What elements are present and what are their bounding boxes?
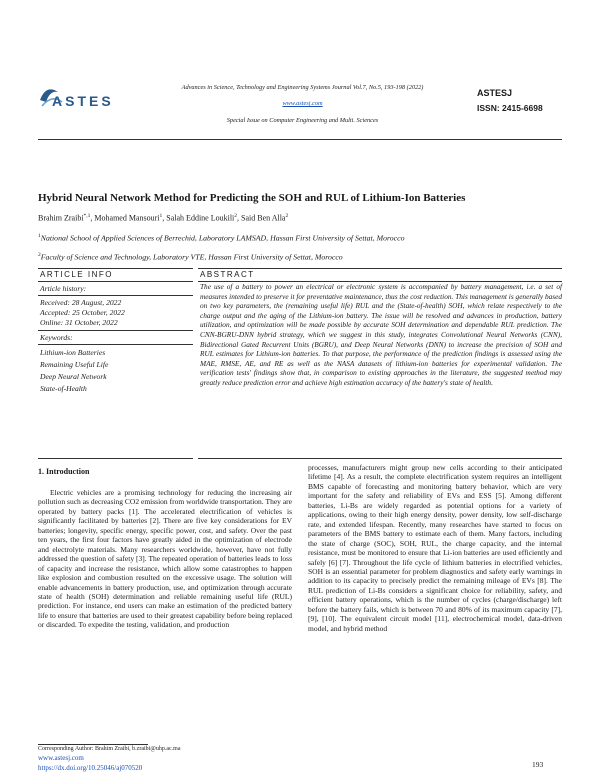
author-4-sup: 2 xyxy=(285,213,289,219)
abstract-bottom-rule xyxy=(198,458,562,459)
accepted-date: Accepted: 25 October, 2022 xyxy=(40,308,125,317)
article-info-top-rule xyxy=(38,268,193,269)
intro-left-column xyxy=(38,488,292,630)
paper-title: Hybrid Neural Network Method for Predicting the SOH and RUL of Lithium-Ion Batteries xyxy=(38,192,466,204)
affiliation-2-text: Faculty of Science and Technology, Laboratory VTE, Hassan First University of Settat, Morocco xyxy=(40,252,343,262)
author-3: Salah Eddine Loukili xyxy=(166,213,235,223)
author-1: Brahim Zraibi xyxy=(38,213,84,223)
affiliation-2 xyxy=(38,252,578,262)
intro-right-paragraph: processes, manufacturers might group new cells according to their anticipated lifetime [4]. As a result, the complete electrification system requires an intelligent BMS capable of forecasting and monitoring battery behavior, which are very important for the safety and reliability of EVs and ESS [5]. Among different batteries, Li-Bs are widely regarded as potential options for a variety of applications, owing to their high energy density, power density, low self-discharge rate, and extended lifespan. Recently, many researches have started to focus on parameters of the BMS battery to estimate each of them. Many factors, including the state of charge (SOC), SOH, RUL, the charge capacity, and the internal resistance, must be monitored to ensure that Li-ion batteries are used efficiently and safely [6] [7]. Throughout the life cycle of lithium batteries in electrified vehicles, SOH is an essential parameter for problem diagnostics and safety early warnings in addition to its capacity to precisely predict the remaining mileage of EVs [8]. The RUL prediction of Li-Bs considers a significant choice for reliability, safety, and efficient battery operations, which is the number of cycles (charge/discharge) left before the battery fails, which is between 70 and 80% of its maximum capacity [7], [9], [10]. The equivalent circuit model [11], electrochemical model, data-driven model, and hybrid method xyxy=(308,463,562,633)
corresponding-author: Corresponding Author: Brahim Zraibi, b.zraibi@uhp.ac.ma xyxy=(38,746,181,752)
affiliation-2-sup: 2 xyxy=(38,252,41,258)
journal-url-link[interactable]: www.astesj.com xyxy=(282,100,323,107)
abstract-heading: ABSTRACT xyxy=(200,270,255,279)
author-2: Mohamed Mansouri xyxy=(94,213,160,223)
received-date: Received: 28 August, 2022 xyxy=(40,298,122,307)
author-list: Brahim Zraibi$^{*,1}$, Mohamed Mansouri$^1$, Salah Eddine Loukili$^2$, Said Ben Alla$^2$ xyxy=(38,213,289,223)
article-info-bottom-rule xyxy=(38,458,193,459)
keyword-item: Deep Neural Network xyxy=(40,372,107,381)
keyword-item: Remaining Useful Life xyxy=(40,360,109,369)
issn: ISSN: 2415-6698 xyxy=(477,103,543,113)
history-rule xyxy=(38,295,193,296)
article-info-heading: ARTICLE INFO xyxy=(40,270,113,279)
keywords-label: Keywords: xyxy=(40,333,73,342)
intro-right-column xyxy=(308,463,562,633)
abstract-top-rule xyxy=(198,268,562,269)
article-info-rule xyxy=(38,281,193,282)
intro-left-paragraph: Electric vehicles are a promising technology for reducing the increasing air pollution such as decreasing CO2 emission from worldwide transportation. They are operated by battery packs [1]. The accelerated electrification of vehicles is significantly facilitated by batteries [2]. There are five key considerations for EV batteries; longevity, specific energy, specific power, cost, and safety. Over the past ten years, the first four factors have greatly aided in the optimization of electrode and electrolyte materials. Many researchers worldwide, however, have not fully addressed the question of safety [3]. The repeated operation of batteries leads to loss of capacity and increase the resistance, which allow some catastrophes to happen like explosion and combustion resulted on the excessive usage. The solution will enable advancements in battery production, use, and optimization through accurate state of health (SOH) determination and reliable remaining useful life (RUL) prediction. For instance, end users can make an estimation of the predicted battery life to ensure that batteries are used to their greatest capability before being replaced or discarded. To expedite the testing, validation, and production xyxy=(38,488,292,630)
journal-abbrev: ASTESJ xyxy=(477,88,513,98)
affiliation-1-text: National School of Applied Sciences of Berrechid, Laboratory LAMSAD, Hassan First University of Settat, Morocco xyxy=(40,233,405,243)
author-2-sup: 1 xyxy=(159,213,163,219)
affiliation-1-sup: 1 xyxy=(38,233,41,239)
journal-citation: Advances in Science, Technology and Engineering Systems Journal Vol.7, No.5, 193-198 (2022) xyxy=(181,84,424,91)
author-3-sup: 2 xyxy=(234,213,238,219)
affiliation-1 xyxy=(38,233,578,243)
history-label: Article history: xyxy=(40,284,87,293)
abstract-body: The use of a battery to power an electrical or electronic system is accompanied by battery management, i.e. a set of measures intended to preserve it for preventative maintenance, thus the cost reduction. This management is generally based on two key parameters, the (remaining useful life) RUL and the (State-of-health) SOH, which relate respectively to the charge output and the aging of the Lithium-ion battery. The issue will be resolved and advances in production, battery utilization, and optimization will be made possible by accurate SOH determination and dependable RUL prediction. The CNN-BGRU-DNN hybrid strategy, which we suggest in this study, integrates Convolutional Neural Networks (CNN), Bidirectional Gated Recurrent Units (BGRU), and Deep Neural Networks (DNN) to increase the precision of SOH and RUL estimates for Lithium-ion batteries. To that purpose, the performance of the prediction findings is assessed using the MAE, RMSE, AE, and RE as well as the NASA datasets of lithium-ion batteries for experimental validation. The verification tests' findings show that, in comparison to existing approaches in the literature, the suggested method may greatly reduce prediction error and achieve high estimation accuracy of the battery's state of health. xyxy=(200,282,562,387)
author-4: Said Ben Alla xyxy=(241,213,286,223)
footer-url-link[interactable]: www.astesj.com xyxy=(38,754,84,762)
keywords-rule xyxy=(38,344,193,345)
dates-rule xyxy=(38,330,193,331)
special-issue: Special Issue on Computer Engineering and Multi. Sciences xyxy=(226,117,379,124)
keyword-item: Lithium-ion Batteries xyxy=(40,348,106,357)
keyword-item: State-of-Health xyxy=(40,384,87,393)
intro-heading: 1. Introduction xyxy=(38,467,90,476)
footnote-rule xyxy=(38,744,148,745)
online-date: Online: 31 October, 2022 xyxy=(40,318,118,327)
author-1-sup: *,1 xyxy=(83,213,91,219)
header-divider xyxy=(38,139,562,140)
doi-link[interactable]: https://dx.doi.org/10.25046/aj070520 xyxy=(38,764,143,772)
page-number: 193 xyxy=(532,760,544,769)
logo-text: ASTES xyxy=(52,93,114,109)
